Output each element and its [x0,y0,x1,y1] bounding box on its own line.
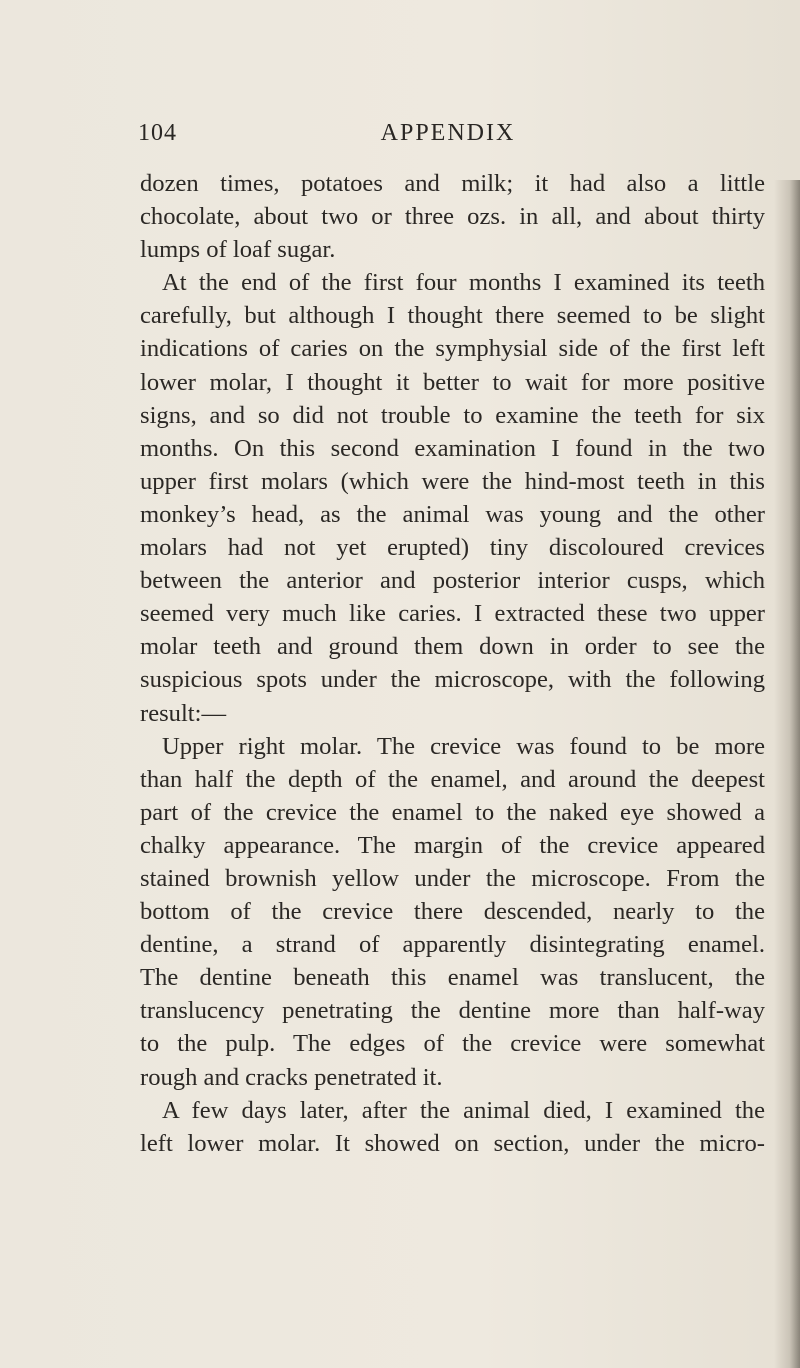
body-text [140,167,765,1160]
running-head: APPENDIX [380,120,516,146]
text-line: part of the crevice the enamel to the naked eye showed a [140,798,765,826]
text-line: suspicious spots under the microscope, with the following [140,666,765,694]
text-line: dentine, a strand of apparently disintegrating enamel. [140,931,765,959]
text-line: dozen times, potatoes and milk; it had also a little [140,170,765,197]
page-header [138,120,778,154]
text-line: result:— [140,699,227,727]
text-line: lumps of loaf sugar. [140,236,336,264]
text-line: molar teeth and ground them down in order to see the [140,633,765,661]
text-line: left lower molar. It showed on section, under the micro- [140,1129,765,1157]
paragraph [140,167,765,266]
text-line: A few days later, after the animal died, I examined the [162,1096,765,1124]
text-line: chocolate, about two or three ozs. in all, and about thirty [140,203,765,231]
text-line: translucency penetrating the dentine more than half-way [140,997,765,1025]
paragraph [140,266,765,729]
text-line: signs, and so did not trouble to examine the teeth for six [140,401,765,429]
text-line: Upper right molar. The crevice was found to be more [162,732,765,760]
text-line: indications of caries on the symphysial side of the first left [140,335,765,363]
text-line: carefully, but although I thought there seemed to be slight [140,302,765,330]
text-line: than half the depth of the enamel, and around the deepest [140,765,765,793]
text-line: stained brownish yellow under the microscope. From the [140,864,765,892]
text-line: seemed very much like caries. I extracted these two upper [140,600,765,628]
text-line: upper first molars (which were the hind-most teeth in this [140,467,765,495]
text-line: The dentine beneath this enamel was translucent, the [140,964,765,992]
text-line: between the anterior and posterior interior cusps, which [140,567,765,595]
paragraph [140,1094,765,1160]
page-edge-shadow [774,180,800,1368]
paragraph [140,730,765,1094]
text-line: At the end of the first four months I examined its teeth [162,269,765,297]
text-line: monkey’s head, as the animal was young and the other [140,500,765,528]
text-line: bottom of the crevice there descended, nearly to the [140,898,765,926]
text-line: chalky appearance. The margin of the crevice appeared [140,831,765,859]
text-line: months. On this second examination I found in the two [140,434,765,462]
text-line: lower molar, I thought it better to wait for more positive [140,368,765,396]
text-line: to the pulp. The edges of the crevice were somewhat [140,1030,765,1058]
text-line: molars had not yet erupted) tiny discoloured crevices [140,534,765,562]
page-number: 104 [138,120,177,146]
text-line: rough and cracks penetrated it. [140,1063,443,1091]
